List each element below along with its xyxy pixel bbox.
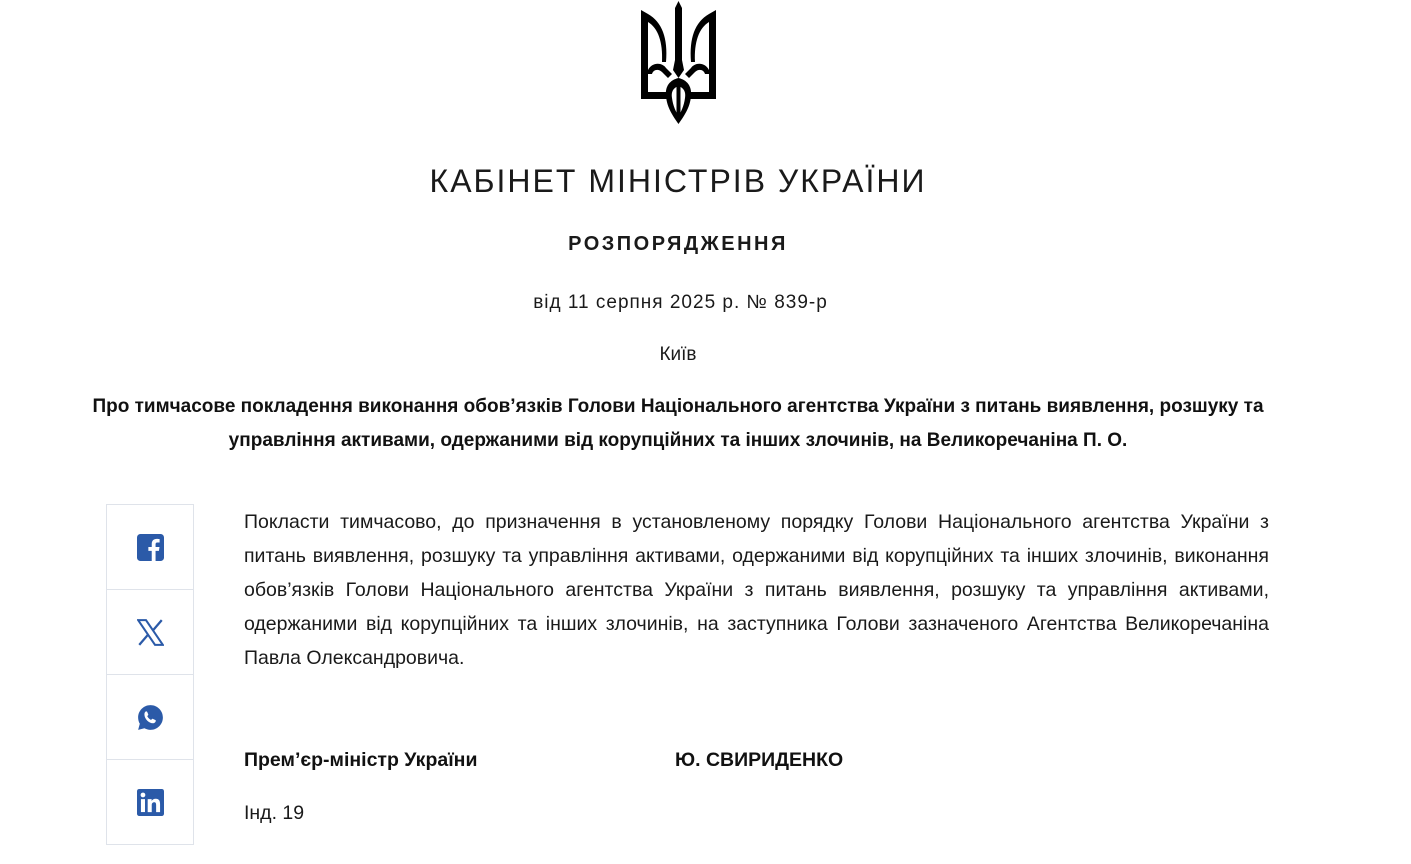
trident-emblem-icon	[640, 0, 717, 125]
document-type: РОЗПОРЯДЖЕННЯ	[568, 233, 788, 255]
facebook-icon	[137, 534, 164, 561]
linkedin-icon	[137, 789, 164, 816]
x-icon	[137, 619, 164, 646]
signer-title: Прем’єр-міністр України	[244, 749, 478, 771]
document-body: Покласти тимчасово, до призначення в установленому порядку Голови Національного агентства України з питань виявлення, розшуку та управління активами, одержаними від корупційних та інших злочинів, виконання обов’язків Голови Національного агентства України з питань виявлення, розшуку та управління активами, одержаними від корупційних та інших злочинів, на заступника Голови зазначеного Агентства Великоречаніна Павла Олександровича.	[244, 511, 1269, 669]
share-whatsapp-button[interactable]	[107, 675, 193, 760]
document-date-number: від 11 серпня 2025 р. № 839-р	[533, 292, 828, 313]
document-city: Київ	[659, 344, 697, 365]
share-facebook-button[interactable]	[107, 505, 193, 590]
share-x-button[interactable]	[107, 590, 193, 675]
index-note: Інд. 19	[244, 802, 305, 824]
whatsapp-icon	[137, 704, 164, 731]
share-bar	[106, 504, 194, 845]
document-heading: Про тимчасове покладення виконання обов’язків Голови Національного агентства України з питань виявлення, розшуку та управління активами, одержаними від корупційних та інших злочинів, на Великоречаніна П. О.	[92, 396, 1264, 451]
signer-name: Ю. СВИРИДЕНКО	[675, 749, 844, 771]
share-linkedin-button[interactable]	[107, 760, 193, 844]
organization-title: КАБІНЕТ МІНІСТРІВ УКРАЇНИ	[429, 163, 927, 199]
